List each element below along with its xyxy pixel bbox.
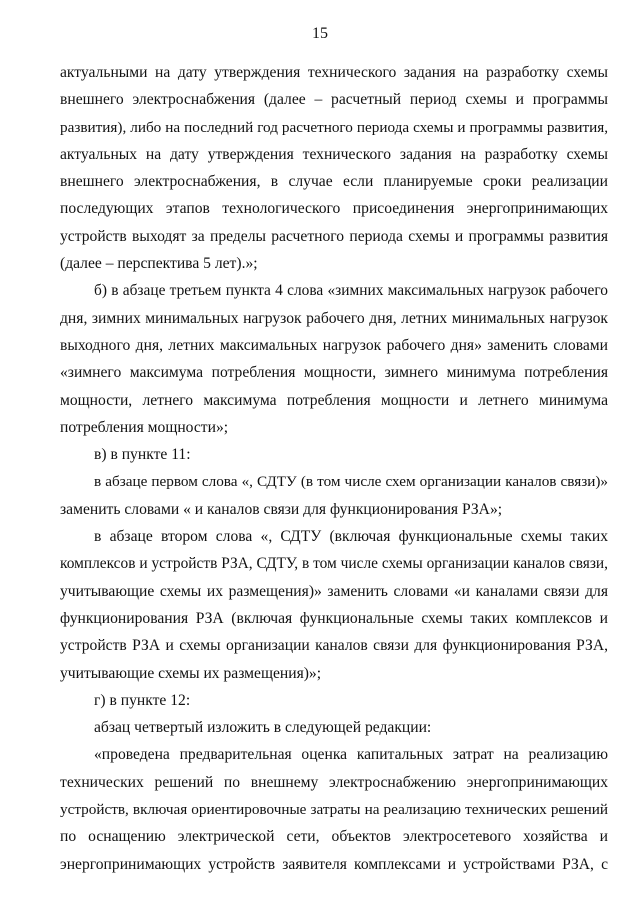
text-line: актуальных на дату утверждения технического задания на разработку схемы xyxy=(60,145,608,163)
text-line: комплексов и устройств РЗА, СДТУ, в том числе схемы организации каналов связи, xyxy=(60,555,608,573)
text-line: в) в пункте 11: xyxy=(94,446,191,464)
page-number: 15 xyxy=(312,25,328,42)
text-line: энергопринимающих устройств заявителя комплексами и устройствами РЗА, с xyxy=(60,855,608,873)
text-line: развития), либо на последний год расчетного периода схемы и программы развития, xyxy=(60,118,608,136)
text-line: устройств РЗА и схемы организации каналов связи для функционирования РЗА, xyxy=(60,637,608,655)
text-line: по оснащению электрической сети, объектов электросетевого хозяйства и xyxy=(60,828,608,846)
text-line: б) в абзаце третьем пункта 4 слова «зимних максимальных нагрузок рабочего xyxy=(94,282,608,300)
text-line: потребления мощности»; xyxy=(60,418,229,436)
text-line: заменить словами « и каналов связи для функционирования РЗА»; xyxy=(60,500,503,518)
text-line: функционирования РЗА (включая функциональные схемы таких комплексов и xyxy=(60,609,608,627)
text-line: г) в пункте 12: xyxy=(94,691,191,709)
text-line: (далее – перспектива 5 лет).»; xyxy=(60,255,258,273)
text-line: в абзаце втором слова «, СДТУ (включая функциональные схемы таких xyxy=(94,528,608,546)
text-line: «проведена предварительная оценка капитальных затрат на реализацию xyxy=(94,746,608,764)
text-line: в абзаце первом слова «, СДТУ (в том числе схем организации каналов связи)» xyxy=(94,473,608,491)
text-line: последующих этапов технологического присоединения энергопринимающих xyxy=(60,200,608,218)
text-line: внешнего электроснабжения (далее – расчетный период схемы и программы xyxy=(60,91,608,109)
text-line: учитывающие схемы их размещения)»; xyxy=(60,664,322,682)
text-line: мощности, летнего максимума потребления мощности и летнего минимума xyxy=(60,391,608,409)
text-line: внешнего электроснабжения, в случае если планируемые сроки реализации xyxy=(60,173,608,191)
text-line: актуальными на дату утверждения технического задания на разработку схемы xyxy=(60,64,608,81)
text-line: выходного дня, летних максимальных нагрузок рабочего дня» заменить словами xyxy=(60,336,608,354)
text-line: технических решений по внешнему электроснабжению энергопринимающих xyxy=(60,773,608,791)
text-line: учитывающие схемы их размещения)» заменить словами «и каналами связи для xyxy=(60,582,608,600)
text-line: устройств выходят за пределы расчетного периода схемы и программы развития xyxy=(60,227,608,245)
text-line: «зимнего максимума потребления мощности, зимнего минимума потребления xyxy=(60,364,608,382)
text-line: абзац четвертый изложить в следующей редакции: xyxy=(94,719,432,737)
text-line: устройств, включая ориентировочные затраты на реализацию технических решений xyxy=(60,801,608,819)
document-body xyxy=(60,59,608,878)
text-line: дня, зимних минимальных нагрузок рабочего дня, летних минимальных нагрузок xyxy=(60,309,608,327)
